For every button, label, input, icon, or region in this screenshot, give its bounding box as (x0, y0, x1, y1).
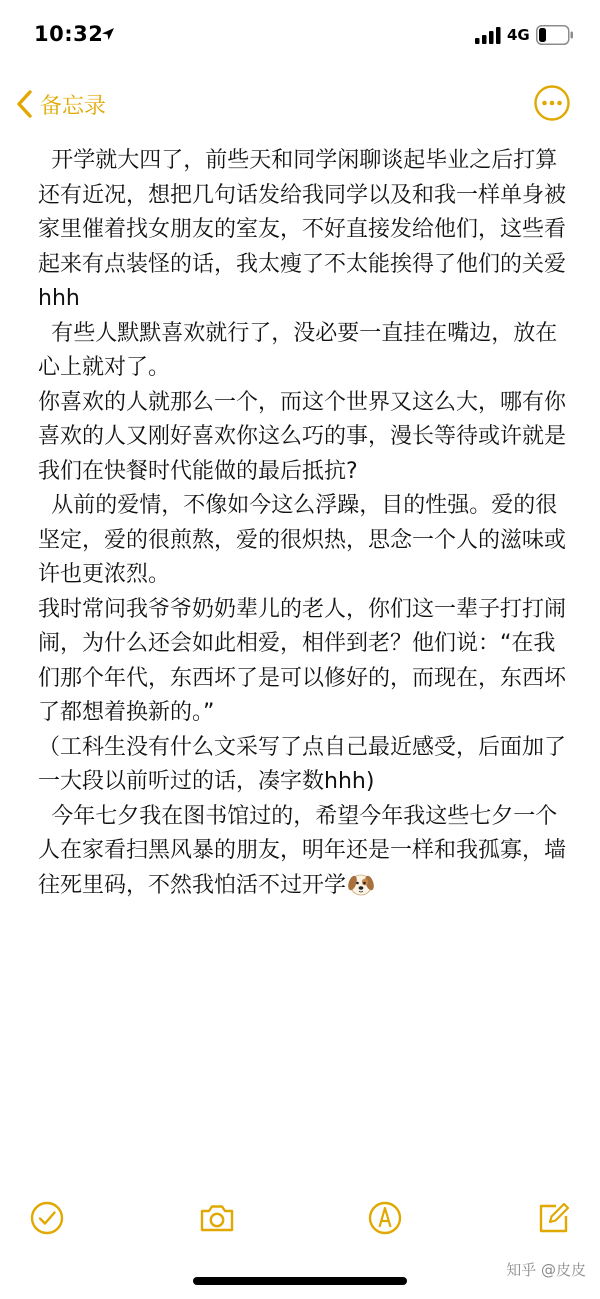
back-label: 备忘录 (40, 93, 107, 119)
back-button[interactable] (14, 84, 106, 124)
note-body[interactable] (38, 144, 566, 903)
location-arrow-icon (100, 26, 116, 42)
more-ellipsis-icon[interactable] (533, 84, 571, 122)
battery-icon (536, 25, 574, 45)
note-paragraph: 你喜欢的人就那么一个，而这个世界又这么大，哪有你喜欢的人又刚好喜欢你这么巧的事，漫长等待或许就是我们在快餐时代能做的最后抵抗? (38, 389, 567, 484)
checklist-icon[interactable] (28, 1199, 66, 1237)
signal-bars-icon (475, 27, 501, 44)
chevron-left-icon (14, 89, 34, 119)
watermark: 知乎 @皮皮 (506, 1261, 586, 1279)
status-time: 10:32 (34, 22, 104, 46)
status-bar (0, 0, 600, 70)
note-paragraph-text: 今年七夕我在图书馆过的，希望今年我这些七夕一个人在家看扫黑风暴的朋友，明年还是一样和我孤寡，墙往死里码，不然我怕活不过开学 (38, 803, 567, 898)
camera-icon[interactable] (198, 1199, 236, 1237)
note-paragraph: 开学就大四了，前些天和同学闲聊谈起毕业之后打算还有近况，想把几句话发给我同学以及和我一样单身被家里催着找女朋友的室友，不好直接发给他们，这些看起来有点装怪的话，我太瘦了不太能挨得了他们的关爱hhh (38, 148, 567, 311)
compose-icon[interactable] (535, 1199, 573, 1237)
bottom-toolbar (0, 1195, 600, 1245)
home-indicator[interactable] (193, 1277, 407, 1285)
nav-bar (0, 80, 600, 130)
note-paragraph: （工科生没有什么文采写了点自己最近感受，后面加了一大段以前听过的话，凑字数hhh) (38, 734, 567, 794)
note-paragraph-last (38, 800, 566, 904)
note-paragraph: 从前的爱情，不像如今这么浮躁，目的性强。爱的很坚定，爱的很煎熬，爱的很炽热，思念一个人的滋味或许也更浓烈。 (38, 493, 567, 587)
markup-pen-icon[interactable] (366, 1199, 404, 1237)
note-paragraph: 有些人默默喜欢就行了，没必要一直挂在嘴边，放在心上就对了。 (38, 320, 558, 380)
note-paragraph: 我时常问我爷爷奶奶辈儿的老人，你们这一辈子打打闹闹，为什么还会如此相爱，相伴到老？他们说：“在我们那个年代，东西坏了是可以修好的，而现在，东西坏了都想着换新的。” (38, 596, 567, 725)
dog-face-emoji (348, 871, 374, 897)
network-type: 4G (507, 26, 530, 44)
